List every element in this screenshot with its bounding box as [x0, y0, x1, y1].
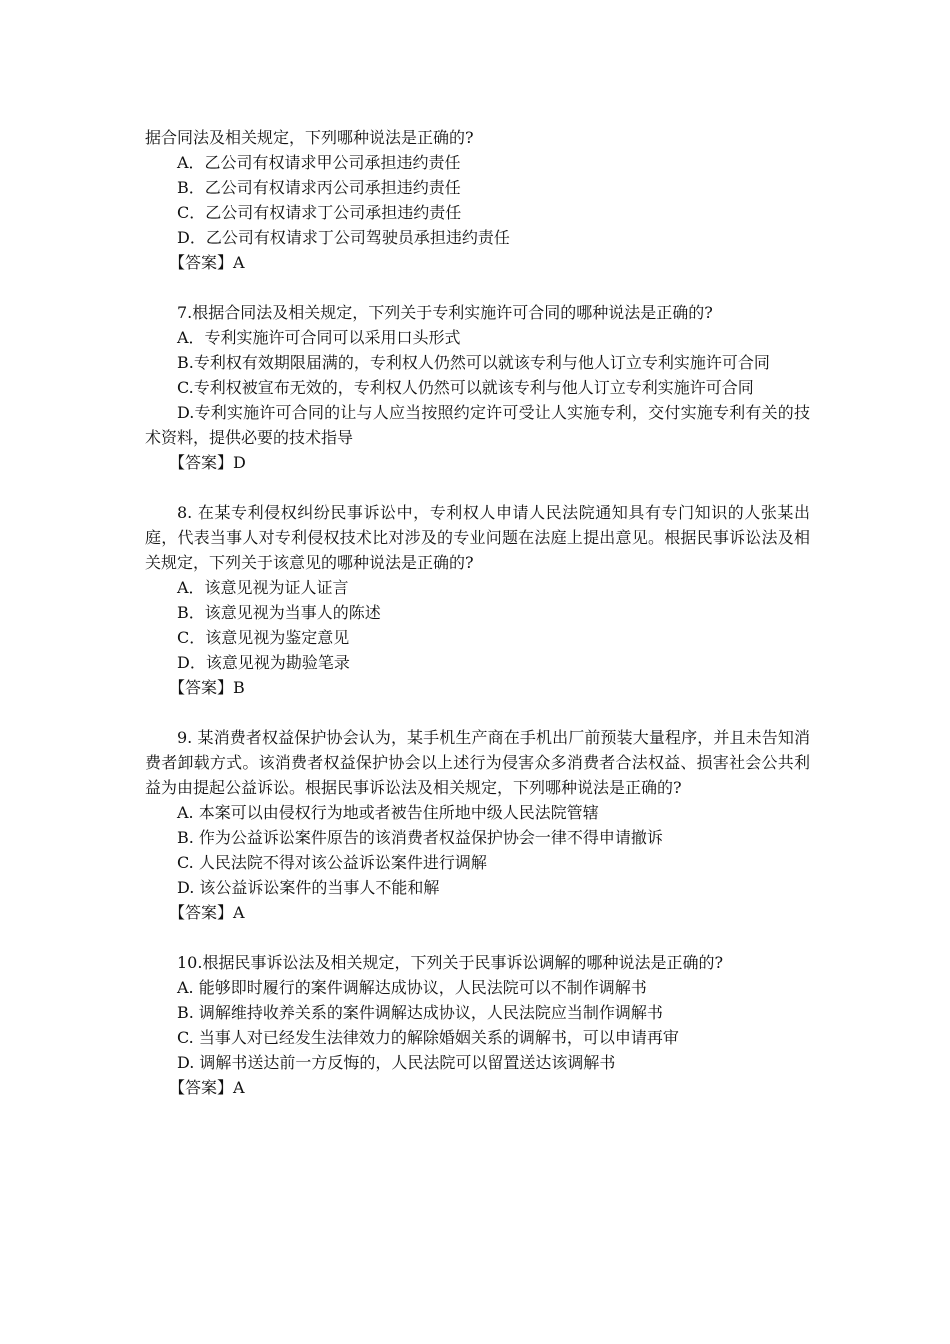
option-a: A．该意见视为证人证言: [177, 578, 349, 597]
option-a: A. 本案可以由侵权行为地或者被告住所地中级人民法院管辖: [177, 803, 599, 822]
option-c: C. 当事人对已经发生法律效力的解除婚姻关系的调解书，可以申请再审: [177, 1028, 679, 1047]
question-10: [145, 950, 810, 1100]
option-c: C. 人民法院不得对该公益诉讼案件进行调解: [177, 853, 487, 872]
option-b: B. 调解维持收养关系的案件调解达成协议，人民法院应当制作调解书: [177, 1003, 663, 1022]
question-stem: 7.根据合同法及相关规定，下列关于专利实施许可合同的哪种说法是正确的?: [177, 303, 713, 322]
option-d: D．该意见视为勘验笔录: [177, 653, 350, 672]
question-stem: 据合同法及相关规定，下列哪种说法是正确的?: [145, 128, 474, 147]
answer: 【答案】A: [169, 903, 245, 922]
question-7: [145, 300, 810, 475]
option-b: B. 作为公益诉讼案件原告的该消费者权益保护协会一律不得申请撤诉: [177, 828, 663, 847]
option-d: D．乙公司有权请求丁公司驾驶员承担违约责任: [177, 228, 510, 247]
document-body: [145, 125, 810, 1100]
option-b: B．乙公司有权请求丙公司承担违约责任: [177, 178, 461, 197]
answer: 【答案】A: [169, 1078, 245, 1097]
option-b: B.专利权有效期限届满的，专利权人仍然可以就该专利与他人订立专利实施许可合同: [177, 353, 770, 372]
answer: 【答案】A: [169, 253, 245, 272]
question-stem: 10.根据民事诉讼法及相关规定，下列关于民事诉讼调解的哪种说法是正确的?: [177, 953, 724, 972]
answer: 【答案】D: [169, 453, 246, 472]
answer: 【答案】B: [169, 678, 245, 697]
option-a: A．专利实施许可合同可以采用口头形式: [177, 328, 461, 347]
question-8: [145, 500, 810, 700]
option-c: C.专利权被宣布无效的，专利权人仍然可以就该专利与他人订立专利实施许可合同: [177, 378, 754, 397]
question-9: [145, 725, 810, 925]
option-c: C．乙公司有权请求丁公司承担违约责任: [177, 203, 462, 222]
option-c: C．该意见视为鉴定意见: [177, 628, 350, 647]
option-d: D. 该公益诉讼案件的当事人不能和解: [177, 878, 440, 897]
option-d: D.专利实施许可合同的让与人应当按照约定许可受让人实施专利，交付实施专利有关的技术资料，提供必要的技术指导: [145, 403, 810, 447]
option-a: A. 能够即时履行的案件调解达成协议，人民法院可以不制作调解书: [177, 978, 647, 997]
option-b: B．该意见视为当事人的陈述: [177, 603, 381, 622]
option-d: D. 调解书送达前一方反悔的，人民法院可以留置送达该调解书: [177, 1053, 616, 1072]
question-stem: 8. 在某专利侵权纠纷民事诉讼中，专利权人申请人民法院通知具有专门知识的人张某出庭，代表当事人对专利侵权技术比对涉及的专业问题在法庭上提出意见。根据民事诉讼法及相关规定，下列关于该意见的哪种说法是正确的?: [145, 503, 810, 572]
question-stem: 9. 某消费者权益保护协会认为，某手机生产商在手机出厂前预装大量程序，并且未告知消费者卸载方式。该消费者权益保护协会以上述行为侵害众多消费者合法权益、损害社会公共利益为由提起公益诉讼。根据民事诉讼法及相关规定，下列哪种说法是正确的?: [145, 728, 810, 797]
question-6: [145, 125, 810, 275]
option-a: A．乙公司有权请求甲公司承担违约责任: [177, 153, 461, 172]
